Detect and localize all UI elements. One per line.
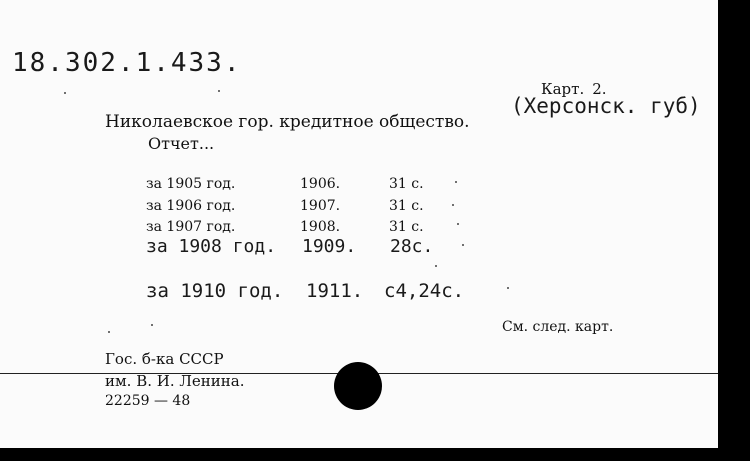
see-next-card: См. след. карт. <box>502 319 614 335</box>
entry-pages-handwritten: c4,24с. <box>384 280 465 302</box>
entry-pages: 31 с. <box>389 219 424 235</box>
entry-published: 1908. <box>300 219 341 235</box>
entry-published: 1906. <box>300 176 341 192</box>
scan-speck <box>507 287 509 289</box>
scan-speck <box>462 244 464 246</box>
scan-speck <box>457 223 459 225</box>
scan-speck <box>64 92 66 94</box>
entry-pages-handwritten: 28с. <box>390 236 434 257</box>
entry-period: за 1907 год. <box>146 219 236 235</box>
library-stamp-line: Гос. б-ка СССР <box>105 350 224 368</box>
card-number-value: 2. <box>592 80 607 98</box>
scan-border <box>0 448 750 461</box>
library-stamp-line: 22259 — 48 <box>105 393 191 409</box>
scan-speck <box>108 331 110 333</box>
entry-period: за 1905 год. <box>146 176 236 192</box>
punch-hole <box>334 362 382 410</box>
entry-pages: 31 с. <box>389 176 424 192</box>
library-stamp-line: им. В. И. Ленина. <box>105 372 245 390</box>
card-subtitle: Отчет... <box>148 134 215 153</box>
entry-pages: 31 с. <box>389 198 424 214</box>
card-label: Карт. <box>541 80 585 98</box>
title-handwritten-note: (Херсонск. губ) <box>511 94 701 118</box>
entry-published-handwritten: 1909. <box>302 236 357 257</box>
entry-published-handwritten: 1911. <box>306 280 364 302</box>
scan-speck <box>455 181 457 183</box>
catalog-code: 18.302.1.433. <box>12 48 242 78</box>
entry-period-handwritten: за 1908 год. <box>146 236 277 257</box>
scan-speck <box>151 324 153 326</box>
scan-speck <box>435 265 437 267</box>
entry-period-handwritten: за 1910 год. <box>146 280 284 302</box>
card-title: Николаевское гор. кредитное общество. <box>105 112 470 132</box>
scan-speck <box>218 90 220 92</box>
scan-border <box>718 0 750 461</box>
scan-speck <box>452 204 454 206</box>
entry-period: за 1906 год. <box>146 198 236 214</box>
entry-published: 1907. <box>300 198 341 214</box>
